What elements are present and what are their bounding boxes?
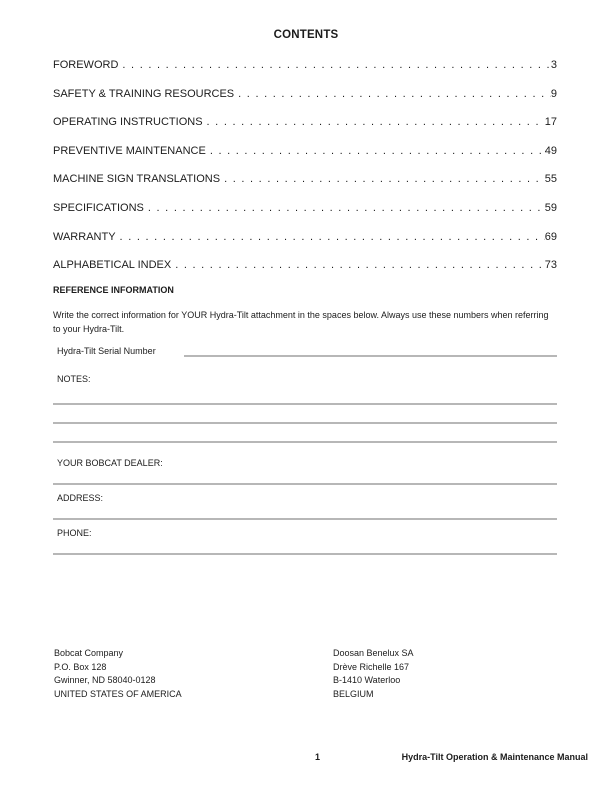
- notes-label: NOTES:: [57, 374, 91, 384]
- toc-leader-dots: [144, 194, 545, 223]
- address-line: Gwinner, ND 58040-0128: [54, 675, 156, 686]
- toc-entry-label: MACHINE SIGN TRANSLATIONS: [53, 173, 221, 186]
- toc-row: [53, 108, 557, 137]
- toc-row: [53, 165, 557, 194]
- phone-write-line: [53, 539, 557, 555]
- toc-row: [53, 80, 557, 109]
- notes-section: [53, 374, 557, 443]
- serial-number-label: Hydra-Tilt Serial Number: [57, 346, 156, 356]
- toc-leader-dots: [203, 108, 545, 137]
- footer-manual-title: Hydra-Tilt Operation & Maintenance Manual: [401, 752, 588, 762]
- toc-entry-label: PREVENTIVE MAINTENANCE: [53, 144, 206, 157]
- notes-write-lines: [53, 386, 557, 443]
- address-line: Doosan Benelux SA: [333, 648, 414, 658]
- toc-page-number: 49: [544, 144, 557, 157]
- toc-page-number: 69: [544, 230, 557, 243]
- toc-row: [53, 223, 557, 252]
- toc-page-number: 9: [550, 87, 557, 100]
- notes-write-line: [53, 386, 557, 405]
- footer-page-number: 1: [315, 752, 321, 762]
- dealer-label: YOUR BOBCAT DEALER:: [57, 458, 163, 468]
- address-line: B-1410 Waterloo: [333, 675, 401, 686]
- toc-entry-label: FOREWORD: [53, 59, 119, 71]
- address-write-line: [53, 504, 557, 520]
- toc-page-number: 17: [544, 116, 557, 129]
- page-title: CONTENTS: [273, 29, 339, 41]
- toc-row: [53, 51, 557, 80]
- notes-write-line: [53, 405, 557, 424]
- address-line: Bobcat Company: [54, 648, 124, 658]
- toc-leader-dots: [116, 223, 545, 252]
- toc-leader-dots: [118, 51, 550, 80]
- toc-row: [53, 137, 557, 166]
- toc-list: [53, 51, 557, 280]
- toc-row: [53, 194, 557, 223]
- address-block-us: [54, 647, 182, 701]
- toc-entry-label: SPECIFICATIONS: [53, 201, 144, 214]
- toc-entry-label: ALPHABETICAL INDEX: [53, 259, 172, 272]
- address-field: [53, 493, 557, 520]
- reference-information-section: [53, 285, 557, 357]
- address-block-belgium: [333, 647, 414, 701]
- address-line: BELGIUM: [333, 688, 374, 699]
- notes-write-line: [53, 424, 557, 443]
- phone-label: PHONE:: [57, 528, 92, 538]
- company-addresses: [53, 647, 557, 707]
- serial-number-row: [53, 346, 557, 357]
- toc-page-number: 59: [544, 201, 557, 214]
- address-label: ADDRESS:: [57, 493, 104, 503]
- dealer-write-line: [53, 469, 557, 485]
- toc-entry-label: SAFETY & TRAINING RESOURCES: [53, 87, 235, 100]
- toc-page-number: 3: [550, 59, 557, 71]
- phone-field: [53, 528, 557, 555]
- toc-leader-dots: [234, 80, 551, 109]
- toc-leader-dots: [220, 165, 545, 194]
- serial-number-write-line: [184, 346, 557, 357]
- address-line: P.O. Box 128: [54, 661, 107, 672]
- toc-leader-dots: [171, 251, 545, 280]
- reference-heading: REFERENCE INFORMATION: [53, 285, 174, 295]
- address-line: UNITED STATES OF AMERICA: [54, 688, 182, 699]
- toc-entry-label: WARRANTY: [53, 230, 116, 243]
- toc-row: [53, 251, 557, 280]
- toc-page-number: 55: [544, 173, 557, 186]
- reference-instructions: Write the correct information for YOUR Hydra-Tilt attachment in the spaces below. Always use these numbers when referring to your Hydra-Tilt.: [53, 310, 549, 334]
- toc-leader-dots: [206, 137, 545, 166]
- dealer-field: [53, 458, 557, 485]
- dealer-section: [53, 458, 557, 555]
- toc-entry-label: OPERATING INSTRUCTIONS: [53, 116, 203, 129]
- toc-page-number: 73: [544, 259, 557, 272]
- address-line: Drève Richelle 167: [333, 661, 410, 672]
